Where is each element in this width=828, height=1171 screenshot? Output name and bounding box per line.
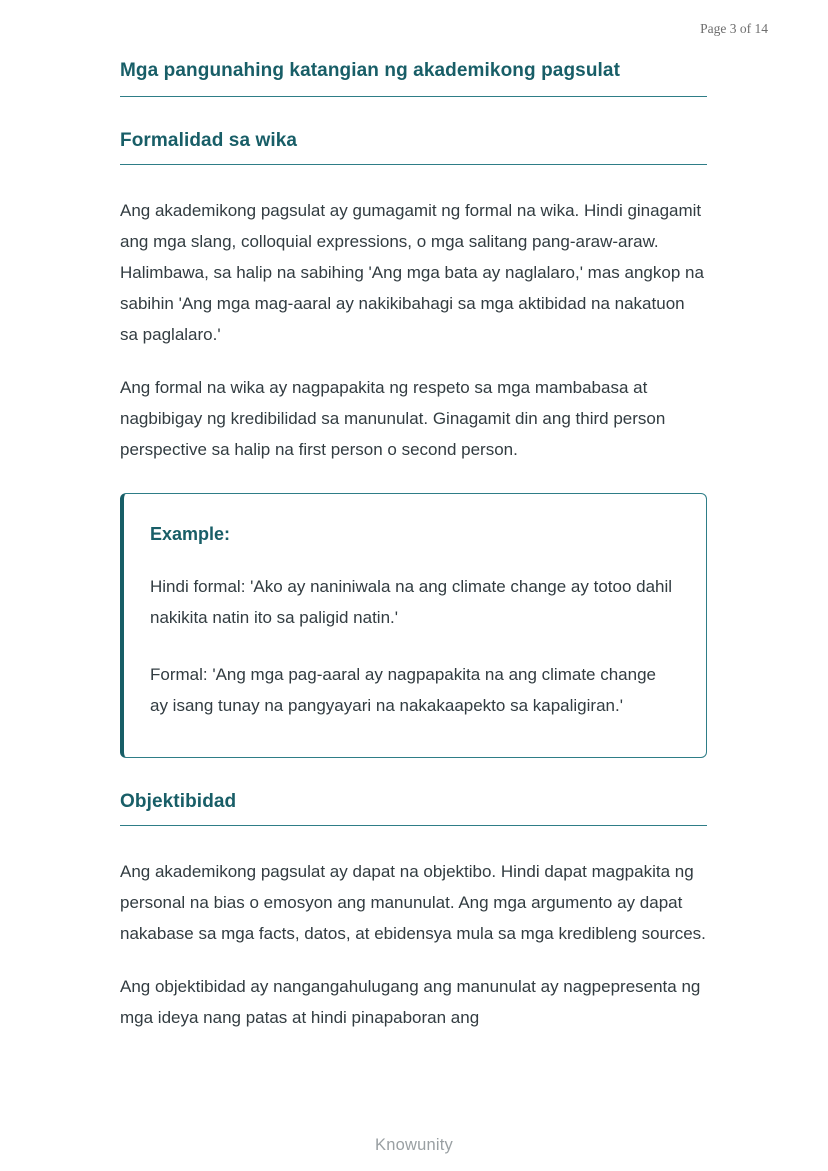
knowunity-brand-footer: Knowunity [375,1136,453,1154]
example-paragraph: Formal: 'Ang mga pag-aaral ay nagpapakita na ang climate change ay isang tunay na pangyayari na nakakaapekto sa kapaligiran.' [150,665,656,715]
main-heading: Mga pangunahing katangian ng akademikong pagsulat [120,60,707,97]
section-heading-formalidad-sa-wika: Formalidad sa wika [120,130,707,165]
section-heading-objektibidad: Objektibidad [120,791,707,826]
example-paragraph: Hindi formal: 'Ako ay naniniwala na ang climate change ay totoo dahil nakikita natin ito sa paligid natin.' [150,577,673,627]
paragraph: Ang objektibidad ay nangangahulugang ang manunulat ay nagpepresenta ng mga ideya nang patas at hindi pinapaboran ang [120,977,701,1027]
paragraph: Ang akademikong pagsulat ay gumagamit ng formal na wika. Hindi ginagamit ang mga slang, colloquial expressions, o mga salitang pang-araw-araw. Halimbawa, sa halip na sabihing 'Ang mga bata ay naglalaro,' mas angkop na sabihin 'Ang mga mag-aaral ay nakikibahagi sa mga aktibidad na nakatuon sa paglalaro.' [120,201,704,344]
paragraph: Ang formal na wika ay nagpapakita ng respeto sa mga mambabasa at nagbibigay ng kredibilidad sa manunulat. Ginagamit din ang third person perspective sa halip na first person o second person. [120,378,666,459]
page-number-indicator: Page 3 of 14 [700,21,768,36]
example-callout-box [120,493,707,758]
paragraph: Ang akademikong pagsulat ay dapat na objektibo. Hindi dapat magpakita ng personal na bias o emosyon ang manunulat. Ang mga argumento ay dapat nakabase sa mga facts, datos, at ebidensya mula sa mga kredibleng sources. [120,862,706,943]
example-label: Example: [150,524,231,544]
